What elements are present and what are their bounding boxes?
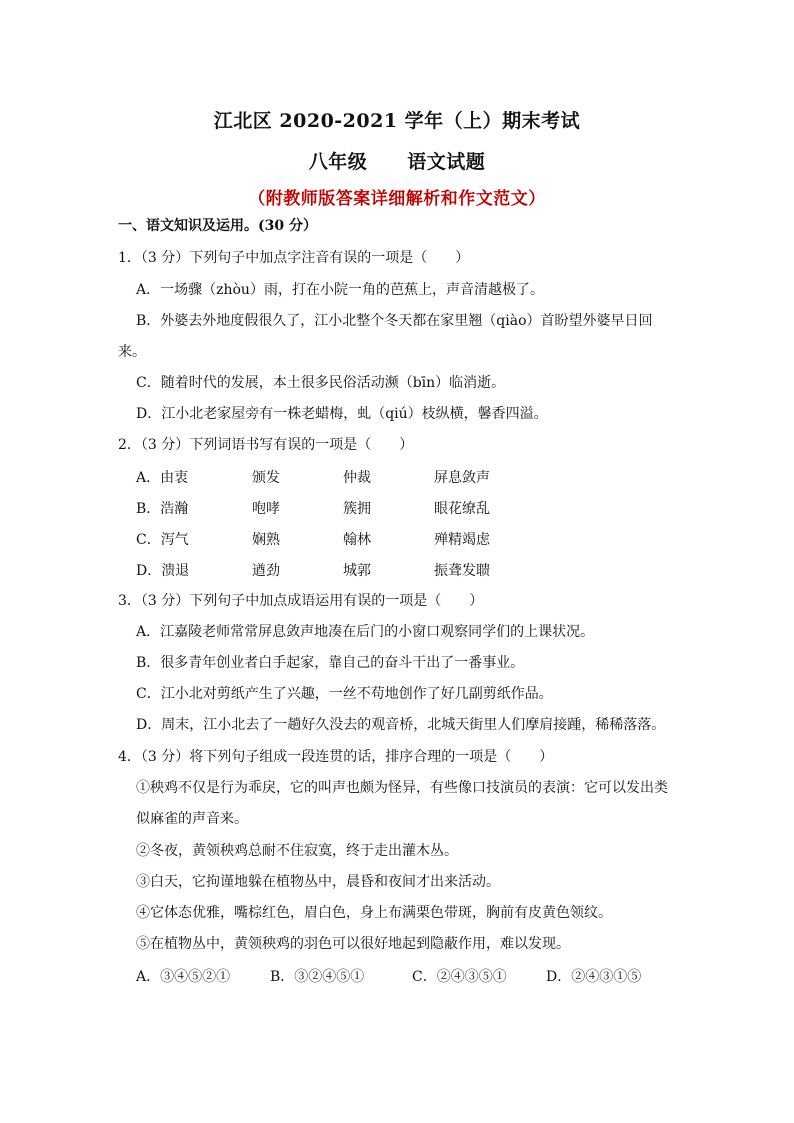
q3-option-a: A．江嘉陵老师常常屏息敛声地凑在后门的小窗口观察同学们的上课状况。 bbox=[136, 624, 595, 640]
q2-word: 屏息敛声 bbox=[434, 470, 490, 486]
q1-option-d: D．江小北老家屋旁有一株老蜡梅，虬（qiú）枝纵横，馨香四溢。 bbox=[136, 406, 548, 422]
q2-word: 殚精竭虑 bbox=[434, 532, 490, 548]
grade-label: 八年级 bbox=[308, 151, 368, 173]
q4-sentence-4: ④它体态优雅，嘴棕红色，眉白色，身上布满栗色带斑，胸前有皮黄色领纹。 bbox=[136, 905, 612, 921]
q4-option-a: A．③④⑤②① bbox=[136, 969, 231, 985]
q2-row-c bbox=[136, 529, 556, 547]
q4-option-b: B．③②④⑤① bbox=[270, 969, 365, 985]
q3-stem: 3．（3 分）下列句子中加点成语运用有误的一项是（ ） bbox=[118, 593, 484, 609]
q2-word: 眼花缭乱 bbox=[434, 501, 490, 517]
q2-word: C．泻气 bbox=[136, 532, 189, 548]
q2-word: 仲裁 bbox=[343, 470, 371, 486]
q4-option-d: D．②④③①⑤ bbox=[546, 969, 642, 985]
q4-stem: 4．（3 分）将下列句子组成一段连贯的话，排序合理的一项是（ ） bbox=[118, 749, 554, 765]
q2-word: A．由衷 bbox=[136, 470, 189, 486]
q2-row-b bbox=[136, 498, 556, 516]
exam-title: 江北区 2020-2021 学年（上）期末考试 bbox=[213, 110, 581, 132]
q2-word: 翰林 bbox=[343, 532, 371, 548]
subject-label: 语文试题 bbox=[407, 151, 486, 173]
answer-note: （附教师版答案详细解析和作文范文） bbox=[248, 189, 546, 209]
q4-options bbox=[136, 966, 676, 984]
q4-sentence-2: ②冬夜，黄领秧鸡总耐不住寂寞，终于走出灌木丛。 bbox=[136, 843, 458, 859]
q4-sentence-5: ⑤在植物丛中，黄领秧鸡的羽色可以很好地起到隐蔽作用，难以发现。 bbox=[136, 936, 570, 952]
q3-option-d: D．周末，江小北去了一趟好久没去的观音桥，北城天街里人们摩肩接踵，稀稀落落。 bbox=[136, 717, 666, 733]
q1-option-a: A．一场骤（zhòu）雨，打在小院一角的芭蕉上，声音清越极了。 bbox=[136, 282, 544, 298]
q4-sentence-1-cont: 似麻雀的声音来。 bbox=[136, 811, 248, 827]
q4-option-c: C．②④③⑤① bbox=[412, 969, 507, 985]
q1-option-c: C．随着时代的发展，本土很多民俗活动濒（bīn）临消逝。 bbox=[136, 375, 506, 391]
q2-word: 遒劲 bbox=[252, 563, 280, 579]
q2-word: 咆哮 bbox=[252, 501, 280, 517]
q2-row-a bbox=[136, 467, 556, 485]
q1-stem: 1．（3 分）下列句子中加点字注音有误的一项是（ ） bbox=[118, 250, 470, 266]
q2-word: 娴熟 bbox=[252, 532, 280, 548]
q1-option-b-cont: 来。 bbox=[118, 344, 146, 360]
q2-word: 簇拥 bbox=[343, 501, 371, 517]
q2-row-d bbox=[136, 560, 556, 578]
q2-word: 城郭 bbox=[343, 563, 371, 579]
q3-option-c: C．江小北对剪纸产生了兴趣，一丝不苟地创作了好几副剪纸作品。 bbox=[136, 686, 553, 702]
q4-sentence-1: ①秧鸡不仅是行为乖戾，它的叫声也颇为怪异，有些像口技演员的表演：它可以发出类 bbox=[136, 780, 668, 796]
q2-word: 振聋发聩 bbox=[434, 563, 490, 579]
section-heading: 一、语文知识及运用。(30 分） bbox=[118, 218, 317, 234]
exam-subtitle bbox=[0, 147, 794, 174]
q4-sentence-3: ③白天，它拘谨地躲在植物丛中，晨昏和夜间才出来活动。 bbox=[136, 874, 500, 890]
q2-word: D．溃退 bbox=[136, 563, 190, 579]
q3-option-b: B．很多青年创业者白手起家，靠自己的奋斗干出了一番事业。 bbox=[136, 655, 525, 671]
q1-option-b: B．外婆去外地度假很久了，江小北整个冬天都在家里翘（qiào）首盼望外婆早日回 bbox=[136, 313, 653, 329]
q2-stem: 2．（3 分）下列词语书写有误的一项是（ ） bbox=[118, 437, 414, 453]
q2-word: B．浩瀚 bbox=[136, 501, 189, 517]
q2-word: 颁发 bbox=[252, 470, 280, 486]
